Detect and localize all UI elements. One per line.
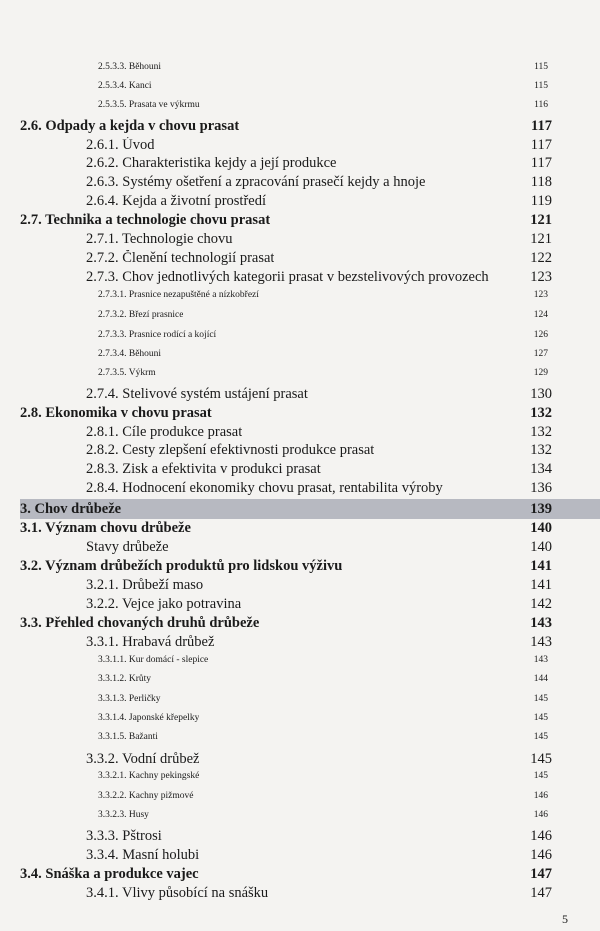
toc-entry-page: 132 [530, 442, 552, 458]
toc-entry-label: 3.4.1. Vlivy působící na snášku [86, 885, 269, 901]
toc-entry-row [98, 771, 548, 781]
toc-entry-label: 2.7.3.3. Prasnice rodící a kojící [98, 330, 217, 340]
toc-entry-label: 2.7. Technika a technologie chovu prasat [20, 212, 271, 228]
toc-entry-row [86, 269, 552, 286]
toc-entry-row [98, 62, 548, 72]
toc-entry-label: 3.3.2.3. Husy [98, 810, 149, 820]
toc-entry-row [86, 155, 552, 172]
toc-entry-row [86, 885, 552, 902]
toc-entry-page: 126 [533, 330, 548, 340]
toc-entry-page: 118 [530, 174, 552, 190]
toc-entry-row [98, 368, 548, 378]
toc-entry-page: 146 [530, 828, 552, 844]
toc-entry-page: 147 [530, 866, 552, 882]
toc-entry-row [86, 828, 552, 845]
toc-entry-label: 3.4. Snáška a produkce vajec [20, 866, 199, 882]
toc-heading-row [20, 615, 552, 632]
toc-entry-row [86, 442, 552, 459]
toc-entry-page: 141 [530, 577, 552, 593]
toc-entry-page: 136 [530, 480, 552, 496]
toc-entry-page: 121 [530, 212, 552, 228]
toc-entry-label: Stavy drůbeže [86, 539, 169, 555]
toc-entry-page: 144 [533, 674, 548, 684]
toc-entry-label: 2.8.4. Hodnocení ekonomiky chovu prasat, rentabilita výroby [86, 480, 443, 496]
toc-entry-row [98, 290, 548, 300]
toc-entry-row [98, 694, 548, 704]
toc-entry-page: 141 [530, 558, 552, 574]
toc-entry-row [86, 577, 552, 594]
toc-entry-label: 2.7.3.2. Březí prasnice [98, 310, 184, 320]
toc-entry-label: 3.3.2. Vodní drůbež [86, 751, 200, 767]
toc-entry-label: 2.8.3. Zisk a efektivita v produkci prasat [86, 461, 321, 477]
page-number: 5 [562, 912, 568, 926]
toc-entry-row [98, 349, 548, 359]
toc-entry-page: 123 [533, 290, 548, 300]
toc-entry-row [86, 751, 552, 768]
toc-entry-page: 134 [530, 461, 552, 477]
toc-heading-row [20, 501, 552, 518]
toc-entry-row [98, 81, 548, 91]
toc-entry-row [86, 193, 552, 210]
toc-entry-page: 145 [533, 713, 548, 723]
toc-entry-row [98, 100, 548, 110]
toc-entry-page: 140 [530, 520, 552, 536]
toc-heading-row [20, 405, 552, 422]
toc-entry-label: 3.3. Přehled chovaných druhů drůbeže [20, 615, 260, 631]
toc-entry-label: 2.7.3.5. Výkrm [98, 368, 156, 378]
toc-entry-page: 132 [530, 405, 552, 421]
toc-entry-page: 122 [530, 250, 552, 266]
toc-entry-row [98, 310, 548, 320]
toc-entry-label: 3. Chov drůbeže [20, 501, 122, 517]
toc-heading-row [20, 118, 552, 135]
toc-entry-label: 2.7.3.1. Prasnice nezapuštěné a nízkobřezí [98, 290, 259, 300]
toc-entry-page: 130 [530, 386, 552, 402]
toc-entry-label: 2.7.1. Technologie chovu [86, 231, 233, 247]
toc-entry-label: 2.7.2. Členění technologií prasat [86, 250, 275, 266]
toc-heading-row [20, 866, 552, 883]
toc-entry-page: 145 [533, 694, 548, 704]
toc-entry-label: 2.6.4. Kejda a životní prostředí [86, 193, 266, 209]
toc-entry-label: 3.3.1.2. Krůty [98, 674, 152, 684]
toc-entry-label: 3.2.2. Vejce jako potravina [86, 596, 242, 612]
toc-entry-page: 132 [530, 424, 552, 440]
toc-entry-label: 3.3.3. Pštrosi [86, 828, 162, 844]
toc-entry-label: 2.6.3. Systémy ošetření a zpracování prasečí kejdy a hnoje [86, 174, 426, 190]
toc-entry-row [86, 596, 552, 613]
toc-entry-page: 116 [534, 100, 548, 110]
toc-entry-row [98, 791, 548, 801]
toc-entry-page: 143 [533, 655, 548, 665]
toc-entry-page: 115 [534, 81, 548, 91]
toc-entry-page: 124 [533, 310, 548, 320]
toc-entry-page: 142 [530, 596, 552, 612]
toc-entry-row [98, 713, 548, 723]
toc-heading-row [20, 558, 552, 575]
toc-entry-label: 3.3.2.2. Kachny pižmové [98, 791, 194, 801]
toc-entry-label: 2.6.1. Úvod [86, 137, 155, 153]
toc-entry-label: 3.3.2.1. Kachny pekingské [98, 771, 200, 781]
toc-entry-page: 117 [530, 137, 552, 153]
toc-entry-label: 2.5.3.5. Prasata ve výkrmu [98, 100, 200, 110]
toc-entry-page: 143 [530, 634, 552, 650]
toc-entry-row [86, 137, 552, 154]
toc-heading-row [20, 212, 552, 229]
toc-entry-label: 3.3.1.3. Perličky [98, 694, 161, 704]
toc-entry-page: 119 [530, 193, 552, 209]
toc-entry-label: 2.7.3.4. Běhouni [98, 349, 162, 359]
toc-entry-page: 123 [530, 269, 552, 285]
toc-entry-row [86, 480, 552, 497]
toc-entry-row [86, 424, 552, 441]
toc-entry-row [98, 732, 548, 742]
toc-entry-page: 145 [533, 771, 548, 781]
toc-entry-row [98, 330, 548, 340]
toc-entry-page: 115 [534, 62, 548, 72]
toc-entry-label: 3.1. Význam chovu drůbeže [20, 520, 191, 536]
toc-entry-label: 2.6. Odpady a kejda v chovu prasat [20, 118, 240, 134]
toc-entry-label: 2.5.3.3. Běhouni [98, 62, 162, 72]
toc-entry-row [86, 386, 552, 403]
toc-entry-page: 127 [533, 349, 548, 359]
toc-entry-row [98, 674, 548, 684]
toc-entry-page: 117 [531, 118, 552, 134]
toc-entry-label: 3.3.1.5. Bažanti [98, 732, 158, 742]
toc-entry-page: 129 [533, 368, 548, 378]
toc-entry-label: 3.3.1. Hrabavá drůbež [86, 634, 215, 650]
toc-entry-label: 2.8.2. Cesty zlepšení efektivnosti produkce prasat [86, 442, 375, 458]
toc-entry-page: 117 [530, 155, 552, 171]
toc-entry-page: 121 [530, 231, 552, 247]
toc-entry-page: 146 [533, 791, 548, 801]
toc-entry-row [86, 461, 552, 478]
toc-entry-label: 2.8. Ekonomika v chovu prasat [20, 405, 212, 421]
toc-entry-row [86, 231, 552, 248]
toc-entry-label: 2.6.2. Charakteristika kejdy a její produkce [86, 155, 337, 171]
toc-entry-page: 140 [530, 539, 552, 555]
toc-entry-label: 2.7.4. Stelivové systém ustájení prasat [86, 386, 308, 402]
toc-entry-label: 2.5.3.4. Kanci [98, 81, 152, 91]
toc-entry-page: 145 [533, 732, 548, 742]
toc-entry-page: 146 [530, 847, 552, 863]
toc-entry-row [86, 250, 552, 267]
toc-entry-row [86, 174, 552, 191]
toc-entry-row [86, 847, 552, 864]
toc-entry-label: 3.2.1. Drůbeží maso [86, 577, 204, 593]
toc-entry-label: 2.7.3. Chov jednotlivých kategorii prasat v bezstelivových provozech [86, 269, 489, 285]
toc-entry-label: 3.3.1.4. Japonské křepelky [98, 713, 200, 723]
toc-entry-row [98, 655, 548, 665]
toc-entry-row [98, 810, 548, 820]
toc-entry-page: 146 [533, 810, 548, 820]
toc-entry-label: 3.2. Význam drůbežích produktů pro lidskou výživu [20, 558, 343, 574]
toc-entry-page: 139 [530, 501, 552, 517]
toc-entry-row [86, 539, 552, 556]
toc-entry-label: 2.8.1. Cíle produkce prasat [86, 424, 243, 440]
toc-entry-row [86, 634, 552, 651]
toc-heading-row [20, 520, 552, 537]
toc-entry-page: 147 [530, 885, 552, 901]
toc-entry-label: 3.3.4. Masní holubi [86, 847, 200, 863]
toc-entry-page: 143 [530, 615, 552, 631]
toc-entry-label: 3.3.1.1. Kur domácí - slepice [98, 655, 209, 665]
toc-entry-page: 145 [530, 751, 552, 767]
